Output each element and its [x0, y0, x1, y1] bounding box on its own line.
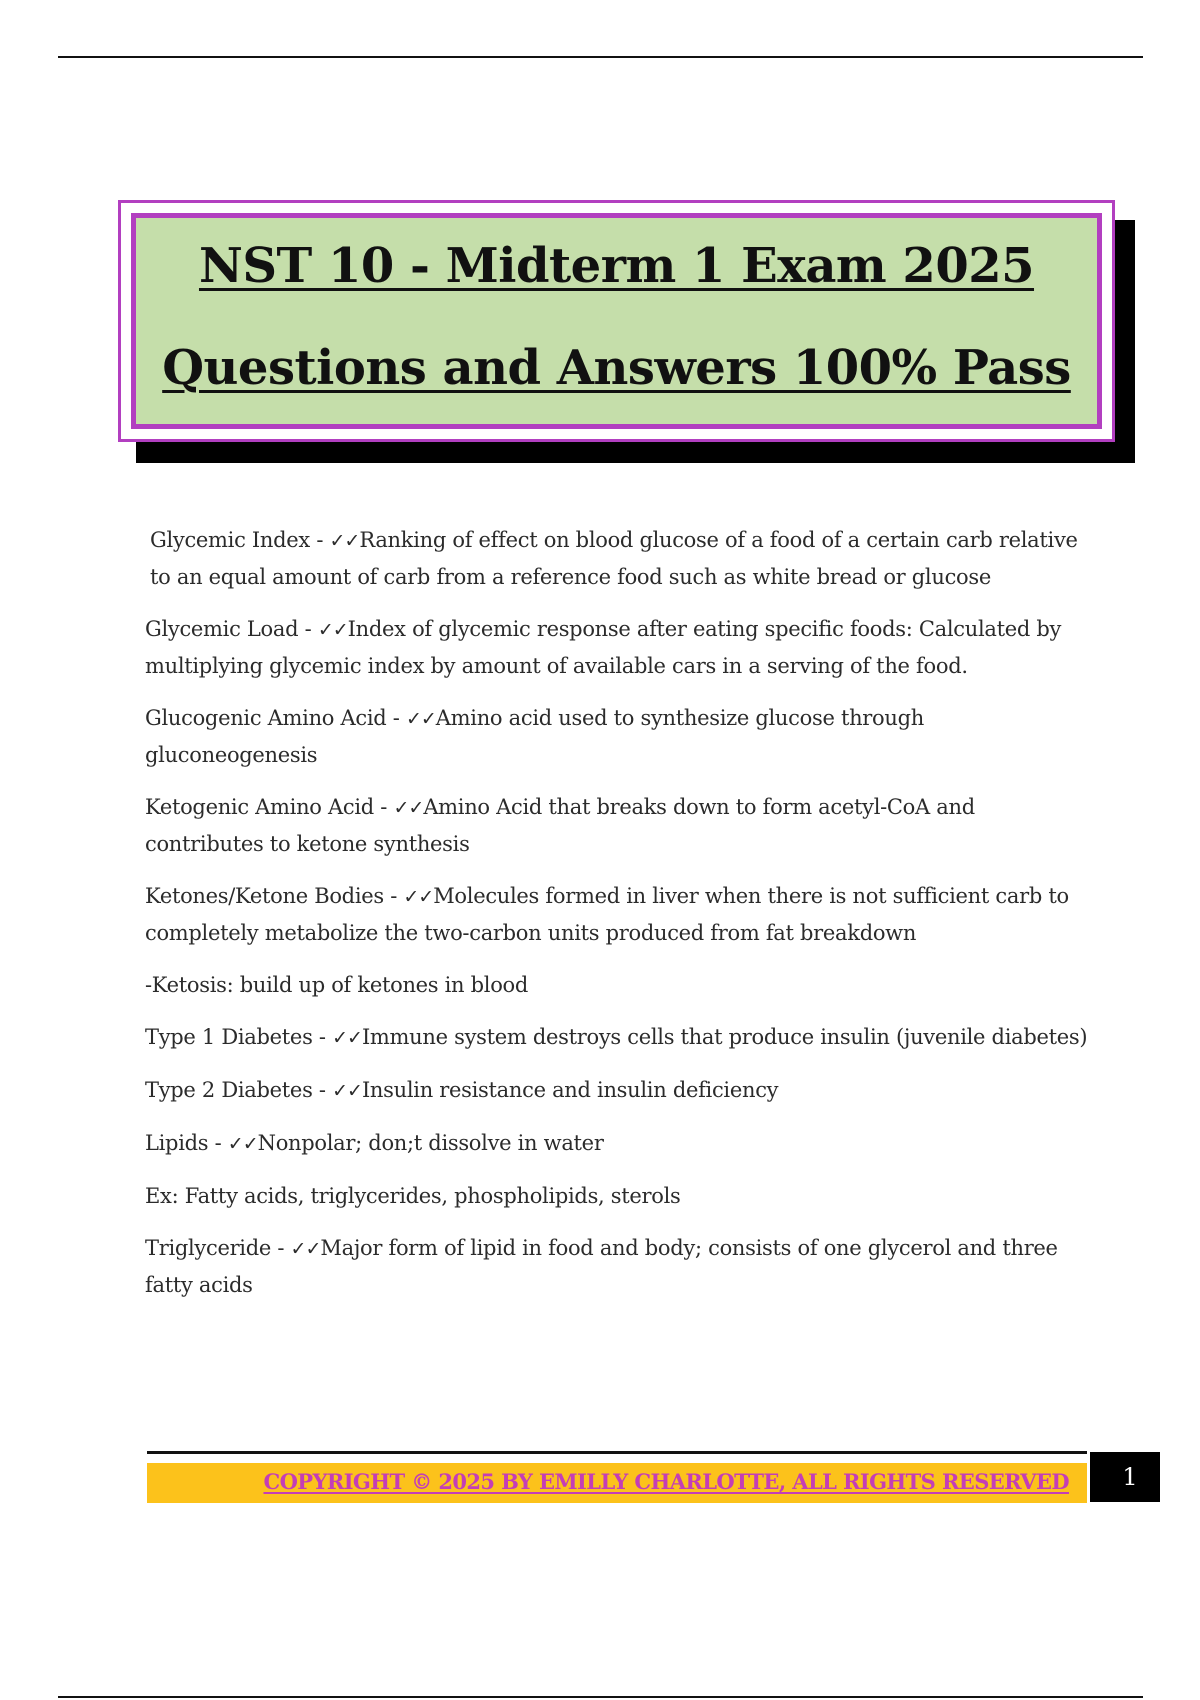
page-number: 1	[1122, 1463, 1138, 1491]
double-check-icon: ✓✓	[227, 1133, 258, 1155]
double-check-icon: ✓✓	[405, 708, 436, 730]
double-check-icon: ✓✓	[403, 886, 434, 908]
entry-definition: Ex: Fatty acids, triglycerides, phospholipids, sterols	[145, 1184, 681, 1208]
title-line-2: Questions and Answers 100% Pass	[162, 340, 1071, 396]
double-check-icon: ✓✓	[393, 797, 424, 819]
title-box	[118, 200, 1115, 442]
entry-lipid-examples	[145, 1178, 1095, 1214]
entry-type-2-diabetes	[145, 1072, 1095, 1109]
double-check-icon: ✓✓	[317, 619, 348, 641]
entry-type-1-diabetes	[145, 1019, 1095, 1056]
entry-triglyceride	[145, 1230, 1095, 1303]
bottom-rule	[58, 1696, 1143, 1698]
entry-definition: Immune system destroys cells that produce insulin (juvenile diabetes)	[361, 1025, 1088, 1049]
entry-definition: Nonpolar; don;t dissolve in water	[257, 1131, 604, 1155]
entry-definition: Amino Acid that breaks down to form acetyl-CoA and contributes to ketone synthesis	[145, 795, 975, 856]
footer-band	[147, 1463, 1087, 1503]
double-check-icon: ✓✓	[329, 530, 360, 552]
double-check-icon: ✓✓	[290, 1238, 321, 1260]
entry-term: Type 1 Diabetes -	[145, 1025, 333, 1049]
entry-term: Ketogenic Amino Acid -	[145, 795, 394, 819]
entry-definition: Insulin resistance and insulin deficiency	[361, 1078, 779, 1102]
entry-definition: Index of glycemic response after eating specific foods: Calculated by multiplying glycemic index by amount of available cars in a serving of the food.	[145, 617, 1062, 678]
entry-term: Glucogenic Amino Acid -	[145, 706, 406, 730]
entry-ketone-bodies	[145, 878, 1095, 951]
double-check-icon: ✓✓	[332, 1027, 362, 1049]
double-check-icon: ✓✓	[332, 1080, 362, 1102]
entry-term: Type 2 Diabetes -	[145, 1078, 333, 1102]
entry-lipids	[145, 1125, 1095, 1162]
entry-definition: Amino acid used to synthesize glucose through gluconeogenesis	[145, 706, 924, 767]
entry-glucogenic-amino-acid	[145, 700, 1095, 773]
entry-definition: Ranking of effect on blood glucose of a food of a certain carb relative to an equal amount of carb from a reference food such as white bread or glucose	[150, 528, 1078, 589]
entry-glycemic-load	[145, 611, 1095, 684]
top-rule	[58, 56, 1143, 58]
qa-list	[145, 522, 1095, 1319]
entry-definition: Major form of lipid in food and body; consists of one glycerol and three fatty acids	[145, 1236, 1058, 1297]
title-line-1: NST 10 - Midterm 1 Exam 2025	[198, 238, 1035, 294]
entry-term: Ketones/Ketone Bodies -	[145, 884, 404, 908]
entry-term: Triglyceride -	[145, 1236, 291, 1260]
entry-ketosis-note	[145, 967, 1095, 1003]
copyright-notice: COPYRIGHT © 2025 BY EMILLY CHARLOTTE, ALL RIGHTS RESERVED	[263, 1469, 1069, 1494]
entry-term: Lipids -	[145, 1131, 228, 1155]
title-box-inner	[131, 213, 1102, 429]
entry-definition: Molecules formed in liver when there is not sufficient carb to completely metabolize the two-carbon units produced from fat breakdown	[145, 884, 1069, 945]
entry-term: Glycemic Index -	[150, 528, 330, 552]
page-number-box	[1090, 1452, 1160, 1502]
entry-ketogenic-amino-acid	[145, 789, 1095, 862]
entry-term: Glycemic Load -	[145, 617, 318, 641]
entry-glycemic-index	[145, 522, 1095, 595]
footer-rule	[147, 1451, 1087, 1454]
entry-definition: -Ketosis: build up of ketones in blood	[145, 973, 529, 997]
